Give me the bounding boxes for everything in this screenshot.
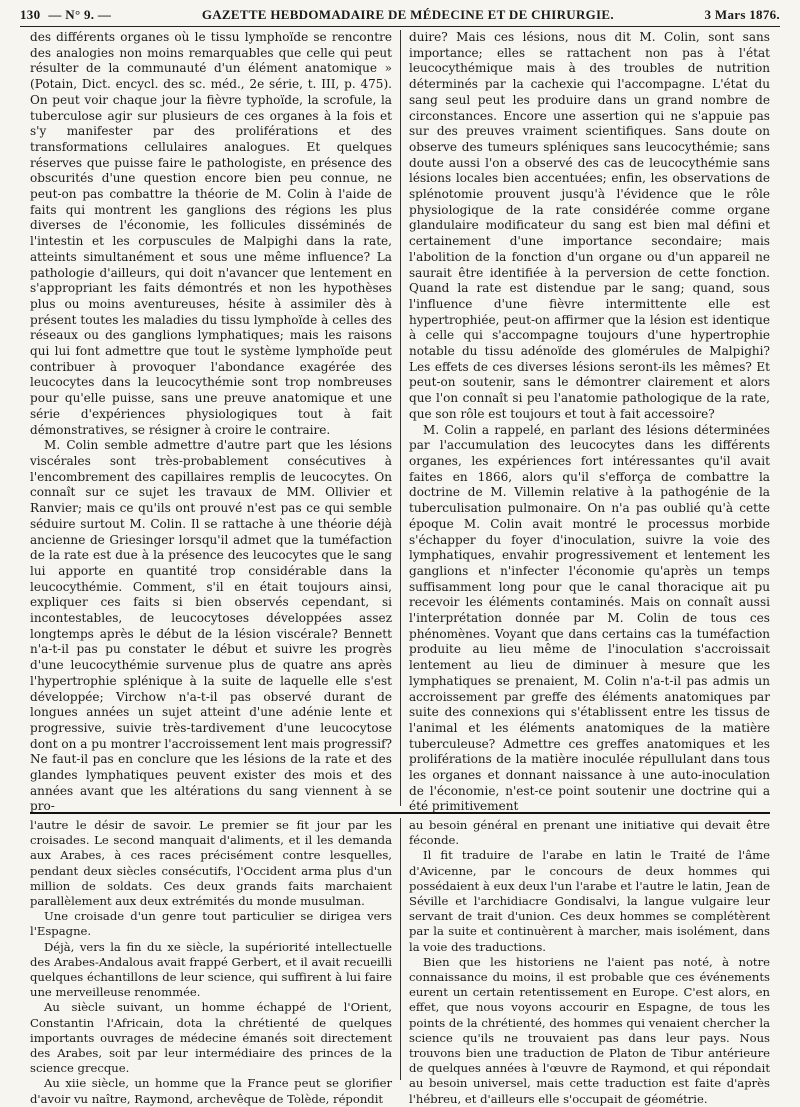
paragraph: des différents organes où le tissu lymphoïde se rencontre des analogies non moins remarquables que celle qui peut résulter de la communauté d'un élément anatomique » (Potain, Dict. encycl. des sc. méd., 2e série, t. III, p. 475). On peut voir chaque jour la fièvre typhoïde, la scrofule, la tuberculose agir sur plusieurs de ces organes à la fois et s'y manifester par des proliférations et des transformations cellulaires analogues. Et quelques réserves que puisse faire le pathologiste, en présence des obscurités d'une question encore bien peu connue, ne peut-on pas combattre la théorie de M. Colin à l'aide de faits qui montrent les ganglions des régions les plus diverses de l'économie, les follicules disséminés de l'intestin et les corpuscules de Malpighi dans la rate, atteints simultanément et sous une même influence? La pathologie d'ailleurs, qui doit n'avancer que lentement en s'appropriant les faits démontrés et non les hypothèses plus ou moins aventureuses, hésite à assimiler dès à présent toutes les maladies du tissu lymphoïde à celles des réseaux ou des ganglions lymphatiques; mais les raisons qui lui font admettre que tout le système lymphoïde peut contribuer à provoquer l'abondance exagérée des leucocytes dans la leucocythémie sont trop nombreuses pour qu'elle puisse, sans une preuve anatomique et une série d'expériences physiologiques tout à fait démonstratives, se résigner à croire le contraire.	[30, 30, 392, 437]
paragraph: Au siècle suivant, un homme échappé de l'Orient, Constantin l'Africain, dota la chrétienté de quelques importants ouvrages de médecine émanés soit directement des Arabes, soit par leur intermédiaire des princes de la science grecque.	[30, 1000, 392, 1076]
feuilleton-block	[30, 818, 770, 1106]
issue-number: — N° 9. —	[48, 7, 112, 22]
bottom-right-column	[400, 818, 770, 1106]
page-header	[20, 4, 780, 27]
paragraph: Bien que les historiens ne l'aient pas noté, à notre connaissance du moins, il est probable que ces événements eurent un certain retentissement en Europe. C'est alors, en effet, que nous voyons accourir en Espagne, de tous les points de la chrétienté, des hommes qui venaient chercher la science qu'ils ne trouvaient pas dans leur pays. Nous trouvons bien une traduction de Platon de Tibur antérieure de quelques années à l'œuvre de Raymond, et qui répondait au besoin universel, mais cette traduction est faite d'après l'hébreu, et d'ailleurs elle s'occupait de géométrie.	[409, 954, 770, 1106]
paragraph: M. Colin a rappelé, en parlant des lésions déterminées par l'accumulation des leucocytes dans les différents organes, les expériences fort intéressantes qu'il avait faites en 1866, alors qu'il s'efforça de combattre la doctrine de M. Villemin relative à la pathogénie de la tuberculisation pulmonaire. On n'a pas oublié qu'à cette époque M. Colin avait montré le processus morbide s'échapper du foyer d'inoculation, suivre la voie des lymphatiques, envahir progressivement et lentement les ganglions et n'infecter l'économie qu'après un temps suffisamment long pour que le canal thoracique ait pu recevoir les éléments contaminés. Mais on connaît aussi l'interprétation donnée par M. Colin de tous ces phénomènes. Voyant que dans certains cas la tuméfaction produite au lieu même de l'inoculation s'accroissait lentement au lieu de diminuer à mesure que les lymphatiques se prenaient, M. Colin n'a-t-il pas admis un accroissement par greffe des éléments anatomiques par suite des connexions qui s'établissent entre les tissus de l'animal et les éléments anatomiques de la matière tuberculeuse? Admettre ces greffes anatomiques et les proliférations de la matière inoculée répullulant dans tous les organes et donnant naissance à une auto-inoculation de l'économie, n'est-ce point soutenir une doctrine qui a été primitivement	[409, 422, 770, 814]
paragraph: Déjà, vers la fin du xe siècle, la supériorité intellectuelle des Arabes-Andalous avait frappé Gerbert, et il avait recueilli quelques échantillons de leur science, qui suffirent à lui faire une merveilleuse renommée.	[30, 939, 392, 1000]
paragraph: Il fit traduire de l'arabe en latin le Traité de l'âme d'Avicenne, par le concours de deux hommes qui possédaient à eux deux l'un l'arabe et l'autre le latin, Jean de Séville et l'archidiacre Gondisalvi, la langue vulgaire leur servant de trait d'union. Ces deux hommes se complétèrent par la suite et continuèrent à marcher, mais isolément, dans la voie des traductions.	[409, 848, 770, 954]
feuilleton-divider	[30, 812, 770, 814]
page-number: 130	[20, 7, 41, 22]
bottom-left-column	[30, 818, 400, 1106]
top-right-column	[400, 30, 770, 814]
top-left-column	[30, 30, 400, 814]
paragraph: l'autre le désir de savoir. Le premier se fit jour par les croisades. Le second manquait d'aliments, et il les demanda aux Arabes, à ces races précisément contre lesquelles, pendant deux siècles consécutifs, l'Occident arma plus d'un million de soldats. Ces deux grands faits marchaient parallèlement aux deux extrémités du monde musulman.	[30, 818, 392, 909]
paragraph: duire? Mais ces lésions, nous dit M. Colin, sont sans importance; elles se rattachent non pas à l'état leucocythémique mais à des troubles de nutrition déterminés par la cachexie qui l'accompagne. L'état du sang seul peut les produire dans un grand nombre de circonstances. Encore une assertion qui ne s'appuie pas sur des preuves vraiment scientifiques. Sans doute on observe des tumeurs spléniques sans leucocythémie; sans doute aussi l'on a observé des cas de leucocythémie sans lésions locales bien accentuées; enfin, les observations de splénotomie prouvent jusqu'à l'évidence que le rôle physiologique de la rate considérée comme organe glandulaire modificateur du sang est bien mal défini et certainement d'une importance secondaire; mais l'abolition de la fonction d'un organe ou d'un appareil ne saurait être identifiée à la perversion de cette fonction. Quand la rate est distendue par le sang; quand, sous l'influence d'une fièvre intermittente elle est hypertrophiée, peut-on affirmer que la lésion est identique à celle qui s'accompagne toujours d'une hypertrophie notable du tissu adénoïde des glomérules de Malpighi? Les effets de ces diverses lésions seront-ils les mêmes? Et peut-on soutenir, sans le démontrer clairement et alors que l'on connaît si peu l'anatomie pathologique de la rate, que son rôle est toujours et tout à fait accessoire?	[409, 30, 770, 421]
header-left	[20, 7, 111, 23]
paragraph: Au xiie siècle, un homme que la France peut se glorifier d'avoir vu naître, Raymond, archevêque de Tolède, répondit	[30, 1076, 392, 1106]
issue-date: 3 Mars 1876.	[704, 7, 780, 22]
paragraph: Une croisade d'un genre tout particulier se dirigea vers l'Espagne.	[30, 909, 392, 939]
paragraph: au besoin général en prenant une initiative qui devait être féconde.	[409, 818, 770, 848]
journal-title: GAZETTE HEBDOMADAIRE DE MÉDECINE ET DE CHIRURGIE.	[201, 7, 614, 22]
article-top-block	[30, 30, 770, 814]
paragraph: M. Colin semble admettre d'autre part que les lésions viscérales sont très-probablement consécutives à l'encombrement des capillaires remplis de leucocytes. On connaît sur ce sujet les travaux de MM. Ollivier et Ranvier; mais ce qu'ils ont prouvé n'est pas ce qui semble séduire surtout M. Colin. Il se rattache à une théorie déjà ancienne de Griesinger lorsqu'il admet que la tuméfaction de la rate est due à la présence des leucocytes que le sang lui apporte en quantité trop considérable dans la leucocythémie. Comment, s'il en était toujours ainsi, expliquer ces faits si bien observés cependant, si incontestables, de leucocytoses développées assez longtemps après le début de la lésion viscérale? Bennett n'a-t-il pas pu constater le début et suivre les progrès d'une leucocythémie survenue plus de quatre ans après l'hypertrophie splénique à la suite de laquelle elle s'est développée; Virchow n'a-t-il pas observé durant de longues années un sujet atteint d'une adénie lente et progressive, suivie très-tardivement d'une leucocytose dont on a pu montrer l'accroissement lent mais progressif? Ne faut-il pas en conclure que les lésions de la rate et des glandes lymphatiques peuvent exister des mois et des années avant que les altérations du sang viennent à se pro-	[30, 438, 392, 814]
